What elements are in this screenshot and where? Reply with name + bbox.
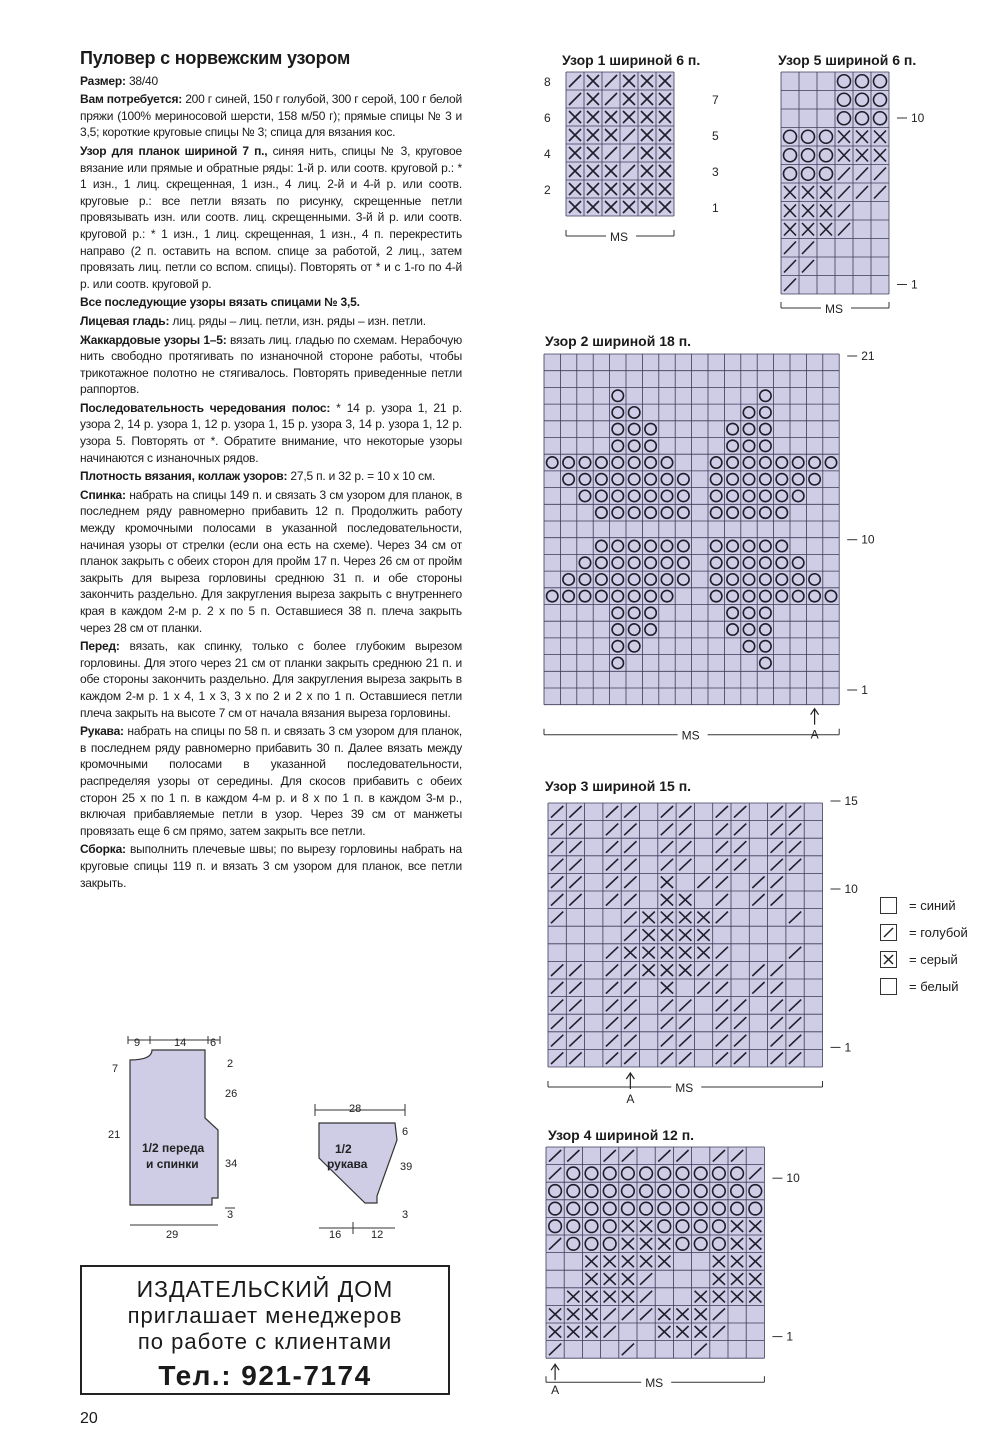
row-number: 10: [861, 532, 875, 547]
sleeve-bottom-label: 16: [329, 1229, 342, 1241]
ms-label: MS: [675, 1081, 694, 1095]
row-number: 8: [544, 75, 551, 89]
legend-item: = синий: [880, 892, 968, 919]
article-title: Пуловер с норвежским узором: [80, 48, 351, 68]
start-arrow-icon: [551, 1364, 559, 1380]
row-number: 7: [712, 93, 719, 107]
sleeve-caption: 1/2: [335, 1142, 352, 1156]
row-number: 15: [844, 794, 858, 808]
paragraph: Спинка: набрать на спицы 149 п. и связать 3 см узором для планок, в последнем ряду равномерно прибавить 12 п. Продолжить работу между кромочными полосами в указанной последовательности, начиная узоры от стрелки (если она есть на схеме). Через 34 см от планок закрыть с обеих сторон для пройм 17 п. Через 26 см от пройм закрыть для выреза горловины среднюю 31 п. и обе стороны закончить раздельно. Для закругления выреза закрыть с внутреннего края в каждом 2-м р. 2 х по 5 п. Оставшиеся 38 п. плеча закрыть через 28 см от планки.: [80, 487, 462, 635]
front-left-label: 7: [112, 1063, 119, 1075]
legend-item: = белый: [880, 973, 968, 1000]
arrow-label: A: [626, 1092, 635, 1106]
advertisement: [80, 1265, 450, 1395]
schematic-sleeve: [305, 1098, 420, 1248]
front-top-label: 6: [210, 1037, 217, 1049]
legend-item: = серый: [880, 946, 968, 973]
start-arrow-icon: [811, 709, 819, 725]
paragraph: Сборка: выполнить плечевые швы; по вырезу горловины набрать на круговые спицы 119 п. и вязать 3 см узором для планок, все петли закрыть.: [80, 842, 462, 890]
paragraph: Рукава: набрать на спицы по 58 п. и связать 3 см узором для планок, в последнем ряду равномерно прибавить 30 п. Далее вязать между кромочными полосами в указанной последовательности, распределяя узоры от середины. Для скосов прибавить с обеих сторон 25 х по 1 п. в каждом 4-м р. и 8 х по 1 п. в каждом 3-м р., включая прибавляемые петли в узор. Через 39 см от манжеты провязать еще 6 см прямо, затем закрыть все петли.: [80, 724, 462, 838]
paragraph: Жаккардовые узоры 1–5: вязать лиц. гладью по схемам. Нерабочую нить свободно протягивать по изнаночной стороне работы, чтобы трикотажное полотно не стягивалось. Повторять приведенные петли раппортов.: [80, 332, 462, 397]
row-number: 1: [911, 277, 918, 292]
chart-title-pattern-4: Узор 4 шириной 12 п.: [548, 1127, 695, 1143]
schematic-front: [100, 1030, 250, 1245]
page-number: 20: [80, 1410, 98, 1427]
front-caption: 1/2 переда: [142, 1141, 205, 1155]
legend-slash-icon: [880, 924, 897, 941]
front-top-label: 14: [174, 1037, 187, 1049]
chart-title-pattern-1: Узор 1 шириной 6 п.: [562, 52, 701, 68]
row-number: 10: [844, 882, 858, 896]
row-number: 3: [712, 165, 719, 179]
front-bottom-label: 29: [166, 1229, 179, 1241]
chart-title-pattern-5: Узор 5 шириной 6 п.: [778, 52, 917, 68]
sleeve-caption: рукава: [327, 1157, 368, 1171]
article: [80, 50, 462, 893]
front-top-label: 9: [134, 1037, 141, 1049]
chart-pattern-5: [775, 70, 935, 316]
ms-label: MS: [610, 230, 628, 244]
front-caption: и спинки: [146, 1157, 199, 1171]
arrow-label: A: [551, 1383, 560, 1398]
row-number: 1: [844, 1040, 852, 1055]
row-number: 6: [544, 111, 551, 125]
sleeve-right-label: 39: [400, 1161, 413, 1173]
chart-title-pattern-3: Узор 3 шириной 15 п.: [545, 778, 692, 794]
row-number: 10: [911, 111, 925, 125]
row-number: 1: [861, 683, 868, 697]
legend-empty-icon: [880, 978, 897, 995]
chart-pattern-4: [540, 1143, 820, 1403]
paragraph: Плотность вязания, коллаж узоров: 27,5 п. и 32 р. = 10 х 10 см.: [80, 469, 436, 484]
legend: [880, 892, 968, 1000]
paragraph: Узор для планок шириной 7 п., синяя нить, спицы № 3, круговое вязание или прямые и обратные ряды: 1-й р. или соотв. круговой р.: * 1 изн., 1 лиц. скрещенная, 1 изн., 4 лиц. 2-й и 4-й р. или соотв. круговые р.: все петли вязать по рисунку, скрещенные петли провязывать изн. или соотв. лиц. скрещенными. 3-й й р. или соотв. круговой р.: * 1 изн., 1 лиц. скрещенная, 1 изн., 4 п. перекрестить направо (2 п. оставить на вспом. спице за работой, 2 лиц., затем провязать лиц. петли со вспом. спицы). Повторять от * и с 1-го по 4-й р. или соотв. круговой р.: [80, 143, 462, 291]
chart-pattern-2: [540, 348, 920, 768]
paragraph: Последовательность чередования полос: * 14 р. узора 1, 21 р. узора 2, 14 р. узора 1, 12 р. узора 1, 15 р. узора 3, 14 р. узора 1, 12 р. узора 5. Повторять от *. Обратите внимание, что некоторые узоры начинаются с изнаночных рядов.: [80, 400, 462, 465]
chart-pattern-1: [540, 70, 719, 245]
row-number: 1: [786, 1329, 794, 1344]
row-number: 10: [786, 1171, 800, 1186]
legend-item: = голубой: [880, 919, 968, 946]
ad-line: ИЗДАТЕЛЬСКИЙ ДОМ: [136, 1276, 394, 1302]
front-left-label: 21: [108, 1129, 121, 1141]
ms-label: MS: [825, 302, 843, 316]
legend-empty-icon: [880, 897, 897, 914]
paragraph: Вам потребуется: 200 г синей, 150 г голубой, 300 г серой, 100 г белой пряжи (100% мериносовой шерсти, 158 м/50 г); прямые спицы № 3 и 3,5; короткие круговые спицы № 3; спица для вязания кос.: [80, 92, 463, 140]
sleeve-top-label: 28: [349, 1103, 362, 1115]
paragraph: Размер: 38/40: [80, 73, 158, 88]
legend-cross-icon: [880, 951, 897, 968]
paragraph: Перед: вязать, как спинку, только с более глубоким вырезом горловины. Для этого через 21 см от планки закрыть среднюю 21 п. и обе стороны закончить раздельно. Для закругления выреза закрыть в каждом 2-м р. 1 х 4, 1 х 3, 3 х по 2 и 2 х по 1 п. Оставшиеся петли плеча закрыть на высоте 7 см от начала вязания выреза горловины.: [80, 639, 462, 720]
front-right-label: 34: [225, 1158, 238, 1170]
front-right-label: 2: [227, 1058, 234, 1070]
row-number: 4: [544, 147, 551, 161]
paragraph: Лицевая гладь: лиц. ряды – лиц. петли, изн. ряды – изн. петли.: [80, 313, 426, 328]
row-number: 1: [712, 201, 719, 215]
front-right-label: 26: [225, 1088, 238, 1100]
sleeve-bottom-label: 12: [371, 1229, 384, 1241]
sleeve-right-label: 3: [402, 1209, 409, 1221]
chart-title-pattern-2: Узор 2 шириной 18 п.: [545, 333, 692, 349]
ad-phone: Тел.: 921-7174: [158, 1360, 372, 1391]
ad-line: приглашает менеджеров: [127, 1303, 403, 1328]
paragraph: Все последующие узоры вязать спицами № 3,5.: [80, 295, 360, 310]
chart-pattern-3: [540, 793, 860, 1113]
ms-label: MS: [681, 728, 700, 743]
row-number: 21: [861, 349, 875, 363]
front-right-label: 3: [227, 1209, 234, 1221]
row-number: 5: [712, 129, 719, 143]
sleeve-right-label: 6: [402, 1126, 409, 1138]
arrow-label: A: [810, 727, 819, 742]
row-number: 2: [544, 183, 551, 197]
ms-label: MS: [645, 1376, 664, 1391]
ad-line: по работе с клиентами: [137, 1329, 393, 1354]
